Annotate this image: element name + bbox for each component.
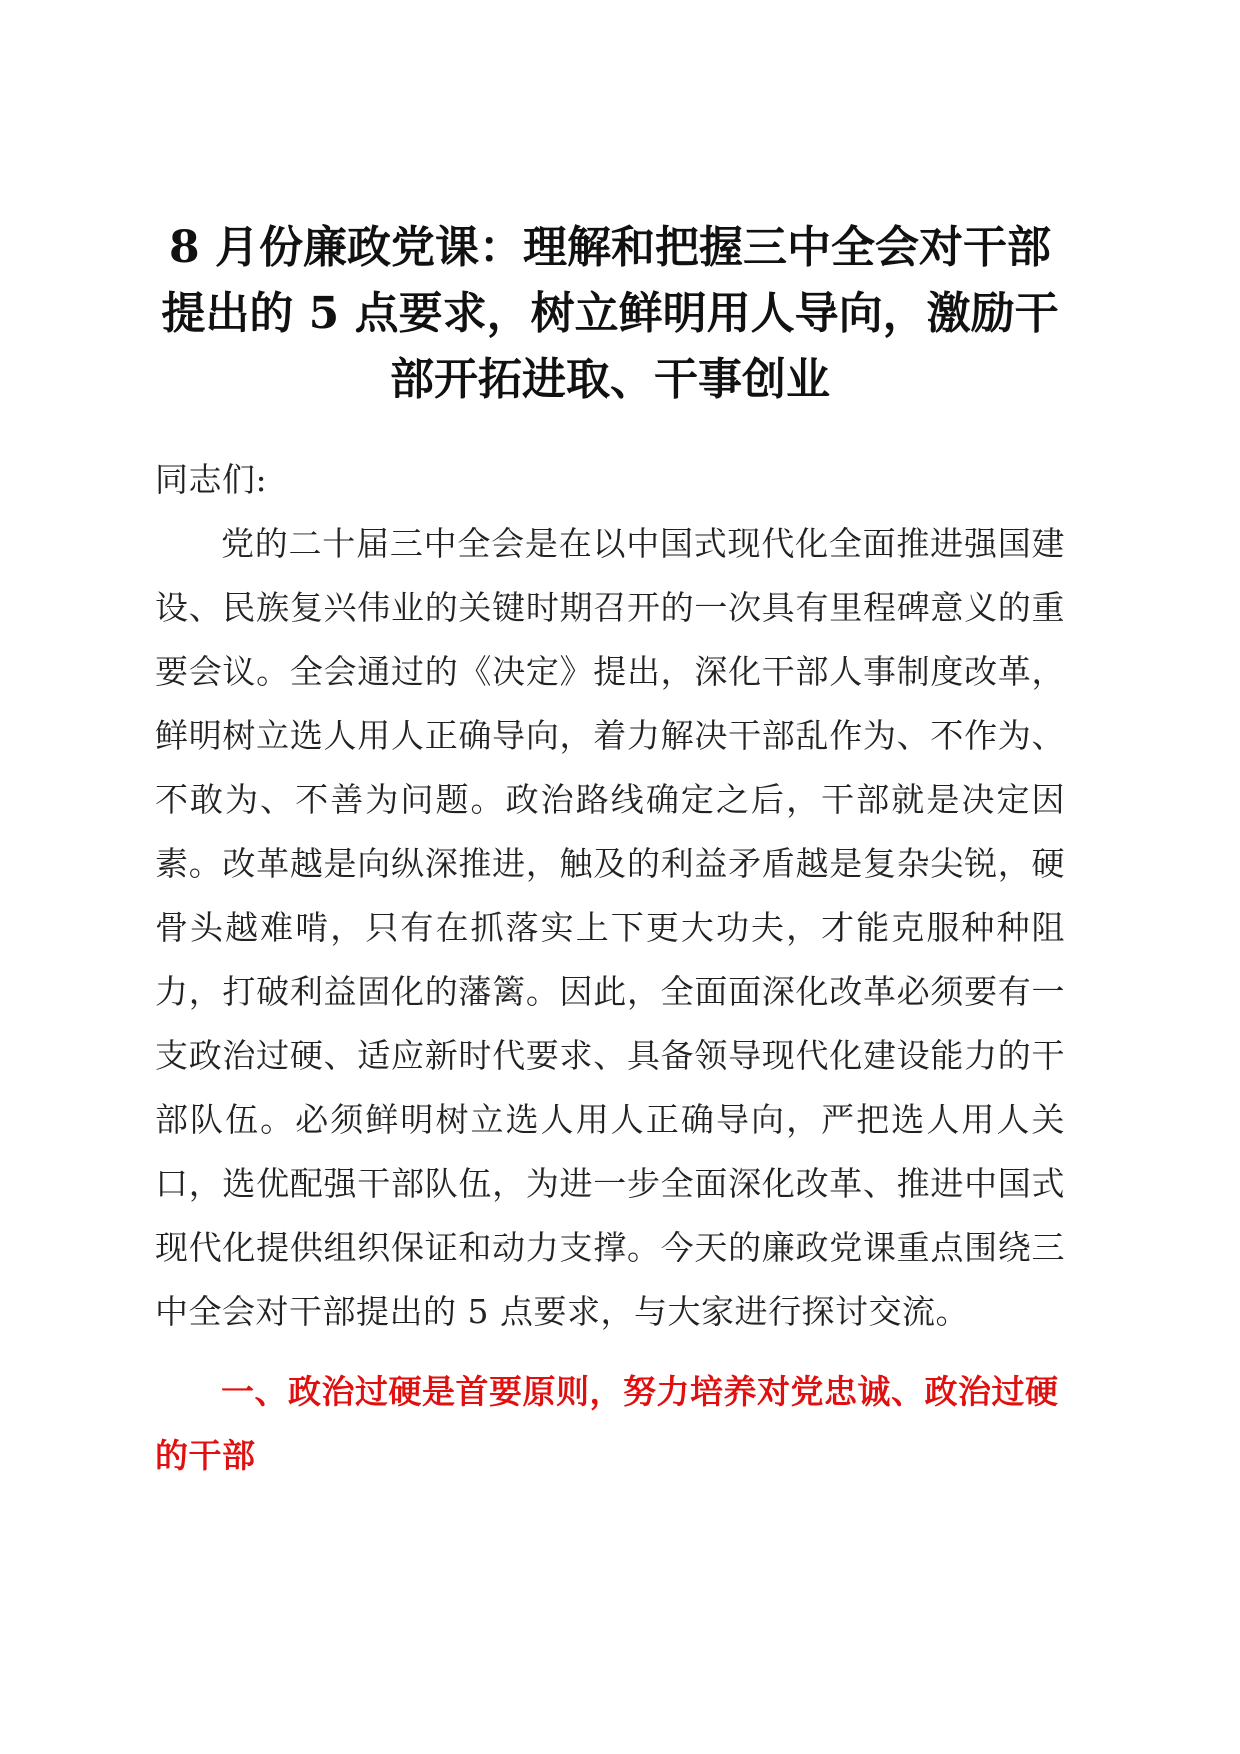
intro-paragraph: 党的二十届三中全会是在以中国式现代化全面推进强国建设、民族复兴伟业的关键时期召开的一次具有里程碑意义的重要会议。全会通过的《决定》提出，深化干部人事制度改革，鲜明树立选人用人正确导向，着力解决干部乱作为、不作为、不敢为、不善为问题。政治路线确定之后，干部就是决定因素。改革越是向纵深推进，触及的利益矛盾越是复杂尖锐，硬骨头越难啃，只有在抓落实上下更大功夫，才能克服种种阻力，打破利益固化的藩篱。因此，全面面深化改革必须要有一支政治过硬、适应新时代要求、具备领导现代化建设能力的干部队伍。必须鲜明树立选人用人正确导向，严把选人用人关口，选优配强干部队伍，为进一步全面深化改革、推进中国式现代化提供组织保证和动力支撑。今天的廉政党课重点围绕三中全会对干部提出的 5 点要求，与大家进行探讨交流。	[155, 524, 1065, 1331]
salutation: 同志们:	[155, 460, 268, 499]
document-title: 8 月份廉政党课：理解和把握三中全会对干部提出的 5 点要求，树立鲜明用人导向，激励干部开拓进取、干事创业	[161, 222, 1059, 405]
section-heading-1: 一、政治过硬是首要原则，努力培养对党忠诚、政治过硬的干部	[155, 1372, 1059, 1475]
